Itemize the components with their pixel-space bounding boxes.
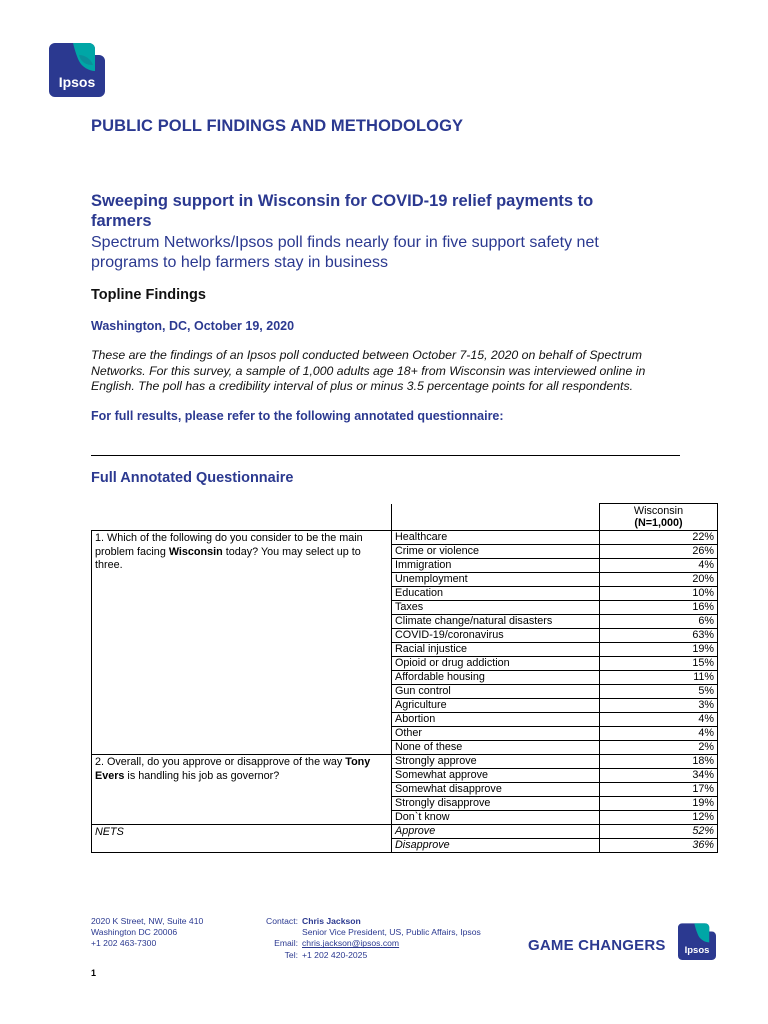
- question-2-text: 2. Overall, do you approve or disapprove of the way Tony Evers is handling his job as governor?: [92, 755, 392, 825]
- column-header-sample: (N=1,000): [634, 517, 683, 529]
- answer-value: 4%: [600, 559, 718, 573]
- table-row: [92, 825, 718, 839]
- footer-address: [91, 916, 203, 950]
- answer-label: Immigration: [392, 559, 600, 573]
- answer-label: Strongly disapprove: [392, 797, 600, 811]
- section-title: PUBLIC POLL FINDINGS AND METHODOLOGY: [91, 117, 464, 135]
- answer-value: 5%: [600, 685, 718, 699]
- table-header-row: [92, 504, 718, 531]
- ipsos-logo: [49, 41, 105, 97]
- svg-text:Ipsos: Ipsos: [58, 74, 96, 90]
- nets-label: NETS: [92, 825, 392, 853]
- table-row: [92, 531, 718, 545]
- answer-value: 12%: [600, 811, 718, 825]
- game-changers-tagline: GAME CHANGERS: [528, 937, 666, 954]
- question-1-text: 1. Which of the following do you consider to be the main problem facing Wisconsin today? You may select up to three.: [92, 531, 392, 755]
- answer-value: 17%: [600, 783, 718, 797]
- answer-value: 4%: [600, 727, 718, 741]
- answer-value: 20%: [600, 573, 718, 587]
- address-line: 2020 K Street, NW, Suite 410: [91, 916, 204, 926]
- answer-label: COVID-19/coronavirus: [392, 629, 600, 643]
- contact-name: Chris Jackson: [302, 916, 361, 926]
- answer-label: Crime or violence: [392, 545, 600, 559]
- answer-label: Opioid or drug addiction: [392, 657, 600, 671]
- answer-value: 18%: [600, 755, 718, 769]
- divider: [91, 455, 680, 456]
- table-row: [92, 755, 718, 769]
- answer-label: Somewhat approve: [392, 769, 600, 783]
- contact-label: Contact:: [265, 916, 298, 926]
- answer-label: Taxes: [392, 601, 600, 615]
- header-empty-cell: [92, 504, 392, 531]
- contact-phone: +1 202 420-2025: [302, 949, 368, 960]
- answer-value: 4%: [600, 713, 718, 727]
- answer-value: 63%: [600, 629, 718, 643]
- answer-label: Strongly approve: [392, 755, 600, 769]
- answer-label: Gun control: [392, 685, 600, 699]
- column-header: [600, 504, 718, 531]
- answer-value: 19%: [600, 643, 718, 657]
- question-2-text-subject: Tony Evers: [95, 756, 371, 782]
- answer-label: Abortion: [392, 713, 600, 727]
- answer-value: 52%: [600, 825, 718, 839]
- page-number: 1: [91, 968, 97, 978]
- question-1-text-subject: Wisconsin: [168, 545, 223, 558]
- tel-label: Tel:: [284, 949, 298, 960]
- column-header-region: Wisconsin: [633, 505, 684, 517]
- answer-value: 10%: [600, 587, 718, 601]
- answer-label: Unemployment: [392, 573, 600, 587]
- answer-value: 3%: [600, 699, 718, 713]
- answer-label: Climate change/natural disasters: [392, 615, 600, 629]
- svg-text:Ipsos: Ipsos: [684, 945, 710, 957]
- answer-value: 36%: [600, 839, 718, 853]
- address-line: Washington DC 20006: [91, 927, 178, 938]
- answer-label: Approve: [392, 825, 600, 839]
- answer-label: Affordable housing: [392, 671, 600, 685]
- footer-contact: [262, 916, 481, 961]
- answer-label: Agriculture: [392, 699, 600, 713]
- answer-label: Racial injustice: [392, 643, 600, 657]
- answer-value: 6%: [600, 615, 718, 629]
- answer-label: Don`t know: [392, 811, 600, 825]
- answer-value: 2%: [600, 741, 718, 755]
- questionnaire-table: [91, 503, 718, 853]
- questionnaire-title: Full Annotated Questionnaire: [91, 470, 294, 486]
- answer-value: 11%: [600, 671, 718, 685]
- dateline: Washington, DC, October 19, 2020: [91, 319, 295, 333]
- contact-email-link[interactable]: chris.jackson@ipsos.com: [302, 938, 400, 949]
- answer-label: Somewhat disapprove: [392, 783, 600, 797]
- answer-value: 26%: [600, 545, 718, 559]
- ipsos-logo-small: [678, 922, 716, 960]
- headline: Sweeping support in Wisconsin for COVID-19 relief payments to farmers: [91, 192, 594, 230]
- topline-heading: Topline Findings: [91, 287, 206, 303]
- answer-value: 34%: [600, 769, 718, 783]
- answer-label: Disapprove: [392, 839, 600, 853]
- answer-value: 22%: [600, 531, 718, 545]
- answer-value: 15%: [600, 657, 718, 671]
- email-label: Email:: [274, 938, 298, 949]
- header-empty-cell: [392, 504, 600, 531]
- subheadline: Spectrum Networks/Ipsos poll finds nearly four in five support safety net programs to help farmers stay in business: [91, 234, 599, 271]
- intro-paragraph: These are the findings of an Ipsos poll conducted between October 7-15, 2020 on behalf of Spectrum Networks. For this survey, a sample of 1,000 adults age 18+ from Wisconsin was interviewed online in English. The poll has a credibility interval of plus or minus 3.5 percentage points for all respondents.: [91, 348, 646, 393]
- answer-label: None of these: [392, 741, 600, 755]
- answer-label: Education: [392, 587, 600, 601]
- answer-value: 19%: [600, 797, 718, 811]
- contact-title: Senior Vice President, US, Public Affairs, Ipsos: [302, 927, 481, 938]
- full-results-note: For full results, please refer to the following annotated questionnaire:: [91, 409, 504, 423]
- answer-label: Healthcare: [392, 531, 600, 545]
- answer-label: Other: [392, 727, 600, 741]
- address-phone: +1 202 463-7300: [91, 938, 157, 949]
- answer-value: 16%: [600, 601, 718, 615]
